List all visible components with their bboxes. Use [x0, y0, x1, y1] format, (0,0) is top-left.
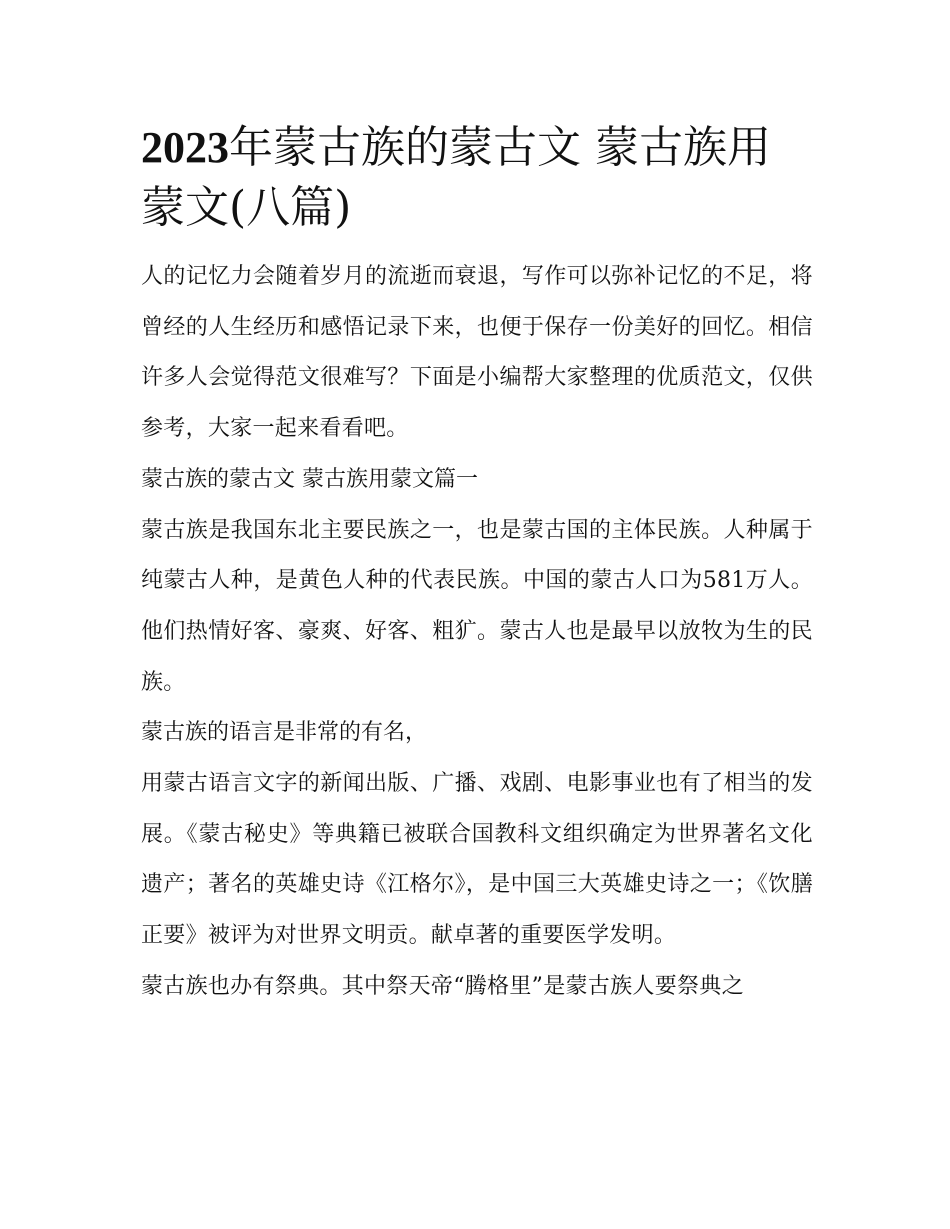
- body-paragraph: 蒙古族的语言是非常的有名，: [141, 720, 428, 746]
- title-year: 2023: [141, 123, 229, 172]
- body-paragraph: 蒙古族也办有祭典。其中祭天帝“腾格里”是蒙古族人要祭典之: [141, 973, 744, 999]
- intro-paragraph: 人的记忆力会随着岁月的流逝而衰退，写作可以弥补记忆的不足，将曾经的人生经历和感悟记录下来，也便于保存一份美好的回忆。相信许多人会觉得范文很难写？下面是小编帮大家整理的优质范文，仅供参考，大家一起来看看吧。: [141, 264, 813, 442]
- body-paragraph: 蒙古族是我国东北主要民族之一，也是蒙古国的主体民族。人种属于纯蒙古人种，是黄色人种的代表民族。中国的蒙古人口为581万人。他们热情好客、豪爽、好客、粗犷。蒙古人也是最早以放牧为生的民族。: [141, 517, 813, 695]
- title-text: 年蒙古族的蒙古文 蒙古族用蒙文(八篇): [141, 122, 771, 233]
- body-paragraph: 用蒙古语言文字的新闻出版、广播、戏剧、电影事业也有了相当的发展。《蒙古秘史》等典籍已被联合国教科文组织确定为世界著名文化遗产；著名的英雄史诗《江格尔》，是中国三大英雄史诗之一；《饮膳正要》被评为对世界文明贡。献卓著的重要医学发明。: [141, 771, 813, 949]
- document-title: [141, 118, 813, 238]
- document-page: [141, 118, 813, 1013]
- section-heading: 蒙古族的蒙古文 蒙古族用蒙文篇一: [141, 466, 478, 492]
